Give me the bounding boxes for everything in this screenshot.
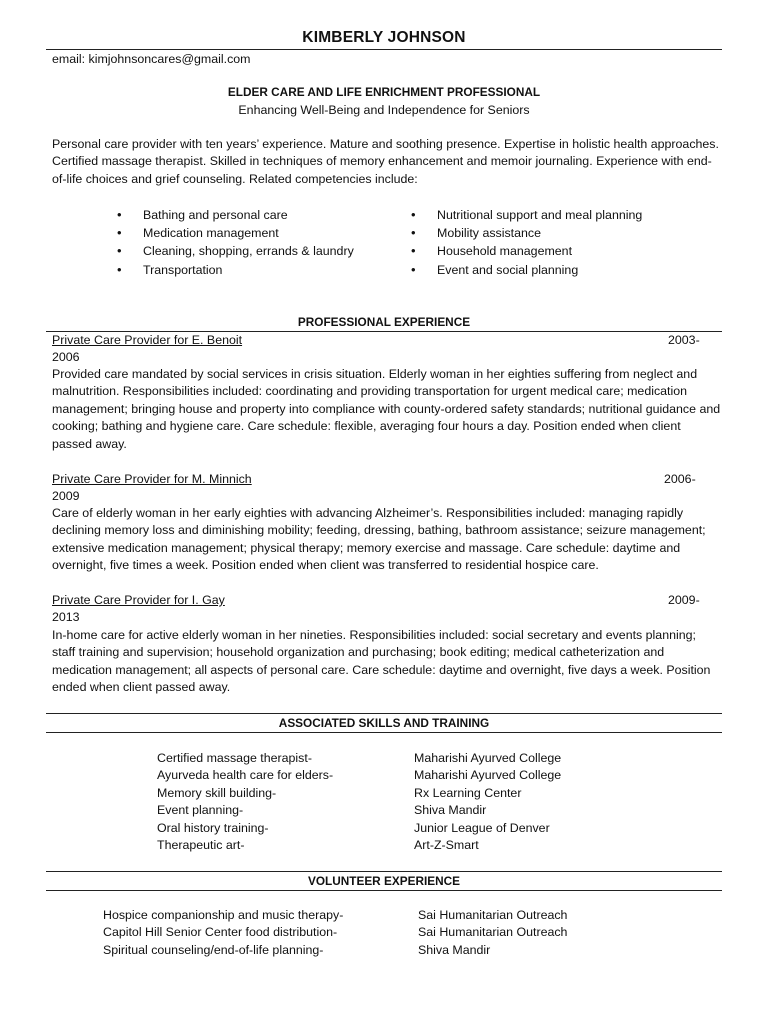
- skill-source: Shiva Mandir: [414, 803, 487, 818]
- job-end-1: 2006: [52, 350, 80, 364]
- skill-item: Certified massage therapist-: [157, 751, 312, 765]
- skill-source: Junior League of Denver: [414, 820, 550, 835]
- list-item: • Household management: [411, 242, 642, 260]
- job-start-2: 2006-: [664, 472, 696, 486]
- job-description-2: Care of elderly woman in her early eighties with advancing Alzheimer’s. Responsibilities included: managing rapidly declining memory loss and diminishing mobility; feeding, dressing, bathing, bathroom assistance; seizure management; extensive medication management; physical therapy; memory exercise and massage. Care schedule: daytime and overnight, five times a week. Position ended when client was transferred to residential hospice care.: [52, 506, 706, 573]
- list-item: • Transportation: [117, 261, 354, 279]
- job-end-2: 2009: [52, 489, 80, 503]
- skill-item: Ayurveda health care for elders-: [157, 768, 334, 783]
- job-start-1: 2003-: [668, 333, 700, 347]
- volunteer-heading: VOLUNTEER EXPERIENCE: [307, 874, 461, 888]
- candidate-name: KIMBERLY JOHNSON: [302, 29, 466, 46]
- volunteer-organization-list: [418, 907, 567, 959]
- volunteer-organization: Shiva Mandir: [418, 942, 491, 957]
- volunteer-activity: Spiritual counseling/end-of-life planning-: [103, 942, 324, 957]
- summary-paragraph: Personal care provider with ten years’ experience. Mature and soothing presence. Expertise in holistic health approaches. Certified massage therapist. Skilled in techniques of memory enhancement and memoir journaling. Experience with end-of-life choices and grief counseling. Related competencies include:: [52, 137, 719, 186]
- job-description-3: In-home care for active elderly woman in her nineties. Responsibilities included: social secretary and events planning; staff training and supervision; household organization and purchasing; book editing; medical catheterization and medication management; all aspects of personal care. Care schedule: daytime and overnight, five days a week. Position ended when client passed away.: [52, 628, 711, 695]
- list-item: • Nutritional support and meal planning: [411, 206, 642, 224]
- volunteer-organization: Sai Humanitarian Outreach: [418, 925, 568, 940]
- competencies-right-list: [411, 206, 642, 279]
- job-title-1: Private Care Provider for E. Benoit: [52, 333, 243, 347]
- skill-source: Art-Z-Smart: [414, 838, 479, 853]
- volunteer-activity: Hospice companionship and music therapy-: [103, 908, 344, 922]
- job-title-3: Private Care Provider for I. Gay: [52, 593, 225, 607]
- list-item: • Event and social planning: [411, 261, 642, 279]
- list-item: • Cleaning, shopping, errands & laundry: [117, 242, 354, 260]
- job-title-2: Private Care Provider for M. Minnich: [52, 472, 252, 486]
- volunteer-bottom-divider: [46, 890, 722, 891]
- skills-source-list: [414, 750, 561, 854]
- job-end-3: 2013: [52, 610, 80, 624]
- skills-heading: ASSOCIATED SKILLS AND TRAINING: [278, 716, 490, 730]
- job-description-1: Provided care mandated by social services in crisis situation. Elderly woman in her eighties suffering from neglect and malnutrition. Responsibilities included: coordinating and providing transportation for urgent medical care; medication management; bringing house and property into compliance with county-ordered safety standards; nutritional guidance and cooking; bathing and hygiene care. Care schedule: flexible, averaging four hours a day. Position ended when client passed away.: [52, 367, 721, 451]
- email-line: email: kimjohnsoncares@gmail.com: [52, 52, 251, 66]
- skill-source: Rx Learning Center: [414, 785, 522, 800]
- volunteer-activity: Capitol Hill Senior Center food distribution-: [103, 925, 338, 940]
- list-item: • Bathing and personal care: [117, 206, 354, 224]
- professional-title: ELDER CARE AND LIFE ENRICHMENT PROFESSIONAL: [227, 85, 541, 99]
- skill-source: Maharishi Ayurved College: [414, 768, 562, 783]
- skills-top-divider: [46, 713, 722, 714]
- skill-item: Therapeutic art-: [157, 838, 245, 853]
- professional-subtitle: Enhancing Well-Being and Independence for Seniors: [238, 103, 530, 117]
- header-divider: [46, 49, 722, 50]
- skills-bottom-divider: [46, 732, 722, 733]
- skill-item: Event planning-: [157, 803, 244, 818]
- job-start-3: 2009-: [668, 593, 700, 607]
- skill-item: Oral history training-: [157, 820, 269, 835]
- volunteer-organization: Sai Humanitarian Outreach: [418, 908, 568, 922]
- list-item: • Medication management: [117, 224, 354, 242]
- experience-heading: PROFESSIONAL EXPERIENCE: [297, 315, 471, 329]
- competencies-left-list: [117, 206, 354, 279]
- skill-source: Maharishi Ayurved College: [414, 751, 562, 765]
- list-item: • Mobility assistance: [411, 224, 642, 242]
- volunteer-list: [103, 907, 343, 959]
- volunteer-top-divider: [46, 871, 722, 872]
- skills-list: [157, 750, 333, 854]
- skill-item: Memory skill building-: [157, 785, 277, 800]
